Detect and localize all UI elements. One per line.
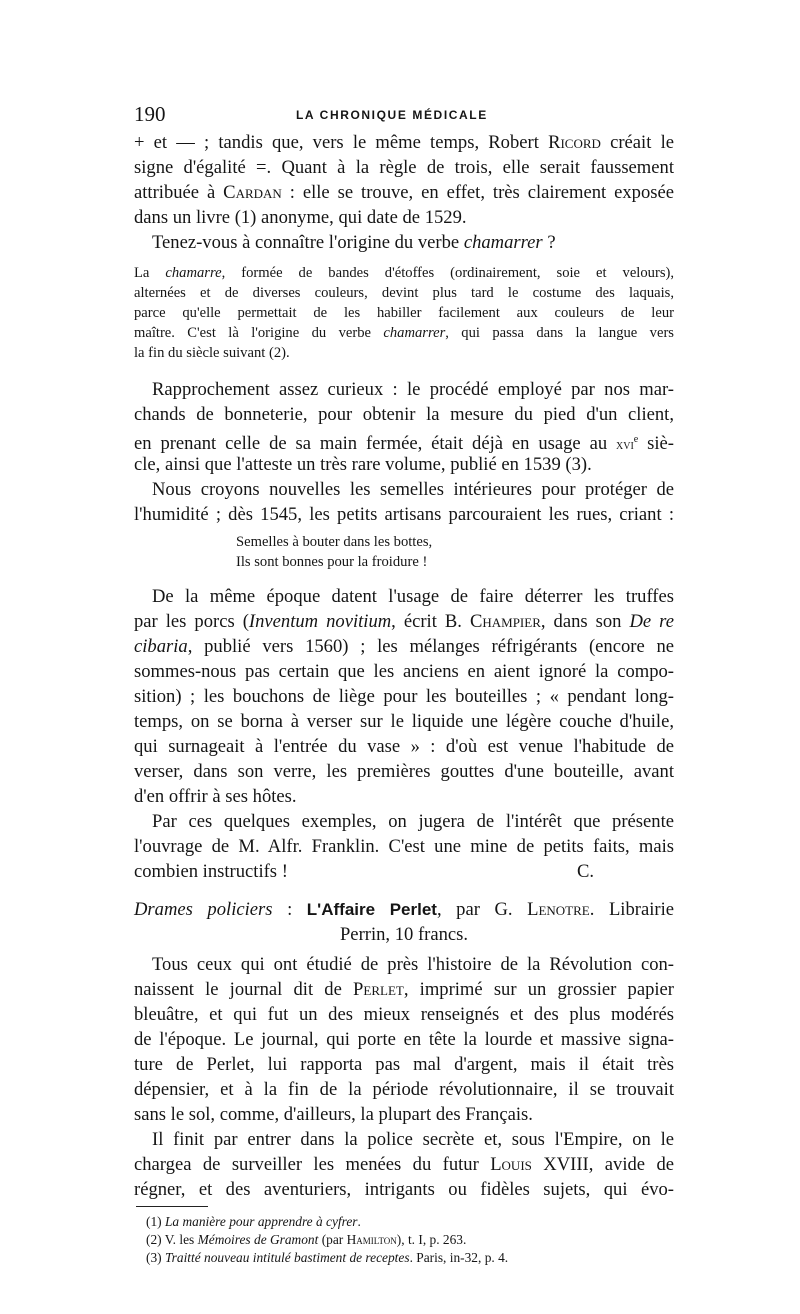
text-line: cle, ainsi que l'atteste un très rare volume, publié en 1539 (3). — [134, 454, 592, 475]
quote-line: parce qu'elle permettait de les habiller facilement aux couleurs de leur — [134, 305, 674, 321]
text-line: verser, dans son verre, les premières gouttes d'une bouteille, avant — [134, 761, 674, 782]
text-line: sommes-nous pas certain que les anciens en aient ignoré la compo- — [134, 661, 674, 682]
text-line: ture de Perlet, lui rapporta pas mal d'argent, mais il était très — [134, 1054, 674, 1075]
text-line: De la même époque datent l'usage de faire déterrer les truffes — [152, 586, 674, 607]
text-line: chands de bonneterie, pour obtenir la mesure du pied d'un client, — [134, 404, 674, 425]
review-publisher: Perrin, 10 francs. — [339, 924, 469, 945]
quote-line: la fin du siècle suivant (2). — [134, 345, 290, 361]
verse-line: Ils sont bonnes pour la froidure ! — [236, 554, 428, 570]
text-line: régner, et des aventuriers, intrigants ou fidèles sujets, qui évo- — [134, 1179, 674, 1200]
text-line: naissent le journal dit de Perlet, imprimé sur un grossier papier — [134, 979, 674, 1000]
text-line: l'humidité ; dès 1545, les petits artisans parcouraient les rues, criant : — [134, 504, 674, 525]
footnote-rule — [136, 1206, 208, 1207]
text-line: chargea de surveiller les menées du futur Louis XVIII, avide de — [134, 1154, 674, 1175]
footnote: (3) Traitté nouveau intitulé bastiment de receptes. Paris, in-32, p. 4. — [146, 1250, 509, 1265]
text-line: Par ces quelques exemples, on jugera de l'intérêt que présente — [152, 811, 674, 832]
author-signature: C. — [576, 861, 594, 882]
text-line: bleuâtre, et qui fut un des mieux renseignés et des plus modérés — [134, 1004, 674, 1025]
text-line: dans un livre (1) anonyme, qui date de 1529. — [134, 207, 467, 228]
text-line: Tenez-vous à connaître l'origine du verbe chamarrer ? — [152, 232, 556, 253]
verse-line: Semelles à bouter dans les bottes, — [236, 534, 433, 550]
text-line: Tous ceux qui ont étudié de près l'histoire de la Révolution con- — [152, 954, 674, 975]
text-line: cibaria, publié vers 1560) ; les mélanges réfrigérants (encore ne — [134, 636, 674, 657]
text-line: en prenant celle de sa main fermée, était déjà en usage au xvi$^e$ siè- — [134, 433, 674, 455]
text-line: Rapprochement assez curieux : le procédé employé par nos mar- — [152, 379, 674, 400]
text-line: d'en offrir à ses hôtes. — [134, 786, 297, 807]
footnote: (2) V. les Mémoires de Gramont (par Hamilton), t. I, p. 263. — [146, 1232, 467, 1247]
quote-line: maître. C'est là l'origine du verbe chamarrer, qui passa dans la langue vers — [134, 325, 674, 341]
text-line: sition) ; les bouchons de liège pour les bouteilles ; « pendant long- — [134, 686, 674, 707]
text-line: + et — ; tandis que, vers le même temps, Robert Ricord créait le — [134, 132, 674, 153]
text-line: signe d'égalité =. Quant à la règle de trois, elle serait faussement — [134, 157, 674, 178]
text-line: dépensier, et à la fin de la période révolutionnaire, il se trouvait — [134, 1079, 674, 1100]
text-line: sans le sol, comme, d'ailleurs, la plupart des Français. — [134, 1104, 533, 1125]
text-line: qui surnageait à l'entrée du vase » : d'où est venue l'habitude de — [134, 736, 674, 757]
text-line: Nous croyons nouvelles les semelles intérieures pour protéger de — [152, 479, 674, 500]
text-line: attribuée à Cardan : elle se trouve, en effet, très clairement exposée — [134, 182, 674, 203]
review-heading: Drames policiers : L'Affaire Perlet, par G. Lenotre. Librairie — [134, 899, 674, 920]
text-line: Il finit par entrer dans la police secrète et, sous l'Empire, on le — [152, 1129, 674, 1150]
page-number: 190 — [134, 102, 166, 126]
quote-line: alternées et de diverses couleurs, devint plus tard le costume des laquais, — [134, 285, 674, 301]
footnote: (1) La manière pour apprendre à cyfrer. — [146, 1214, 361, 1229]
quote-line: La chamarre, formée de bandes d'étoffes (ordinairement, soie et velours), — [134, 265, 675, 281]
page-header — [134, 102, 674, 132]
text-line: par les porcs (Inventum novitium, écrit B. Champier, dans son De re — [134, 611, 674, 632]
text-line: combien instructifs ! C. — [134, 861, 594, 882]
text-line: l'ouvrage de M. Alfr. Franklin. C'est une mine de petits faits, mais — [134, 836, 674, 857]
text-line: temps, on se borna à verser sur le liquide une légère couche d'huile, — [134, 711, 674, 732]
running-title: LA CHRONIQUE MÉDICALE — [296, 108, 488, 122]
text-line: de l'époque. Le journal, qui porte en tête la lourde et massive signa- — [134, 1029, 674, 1050]
